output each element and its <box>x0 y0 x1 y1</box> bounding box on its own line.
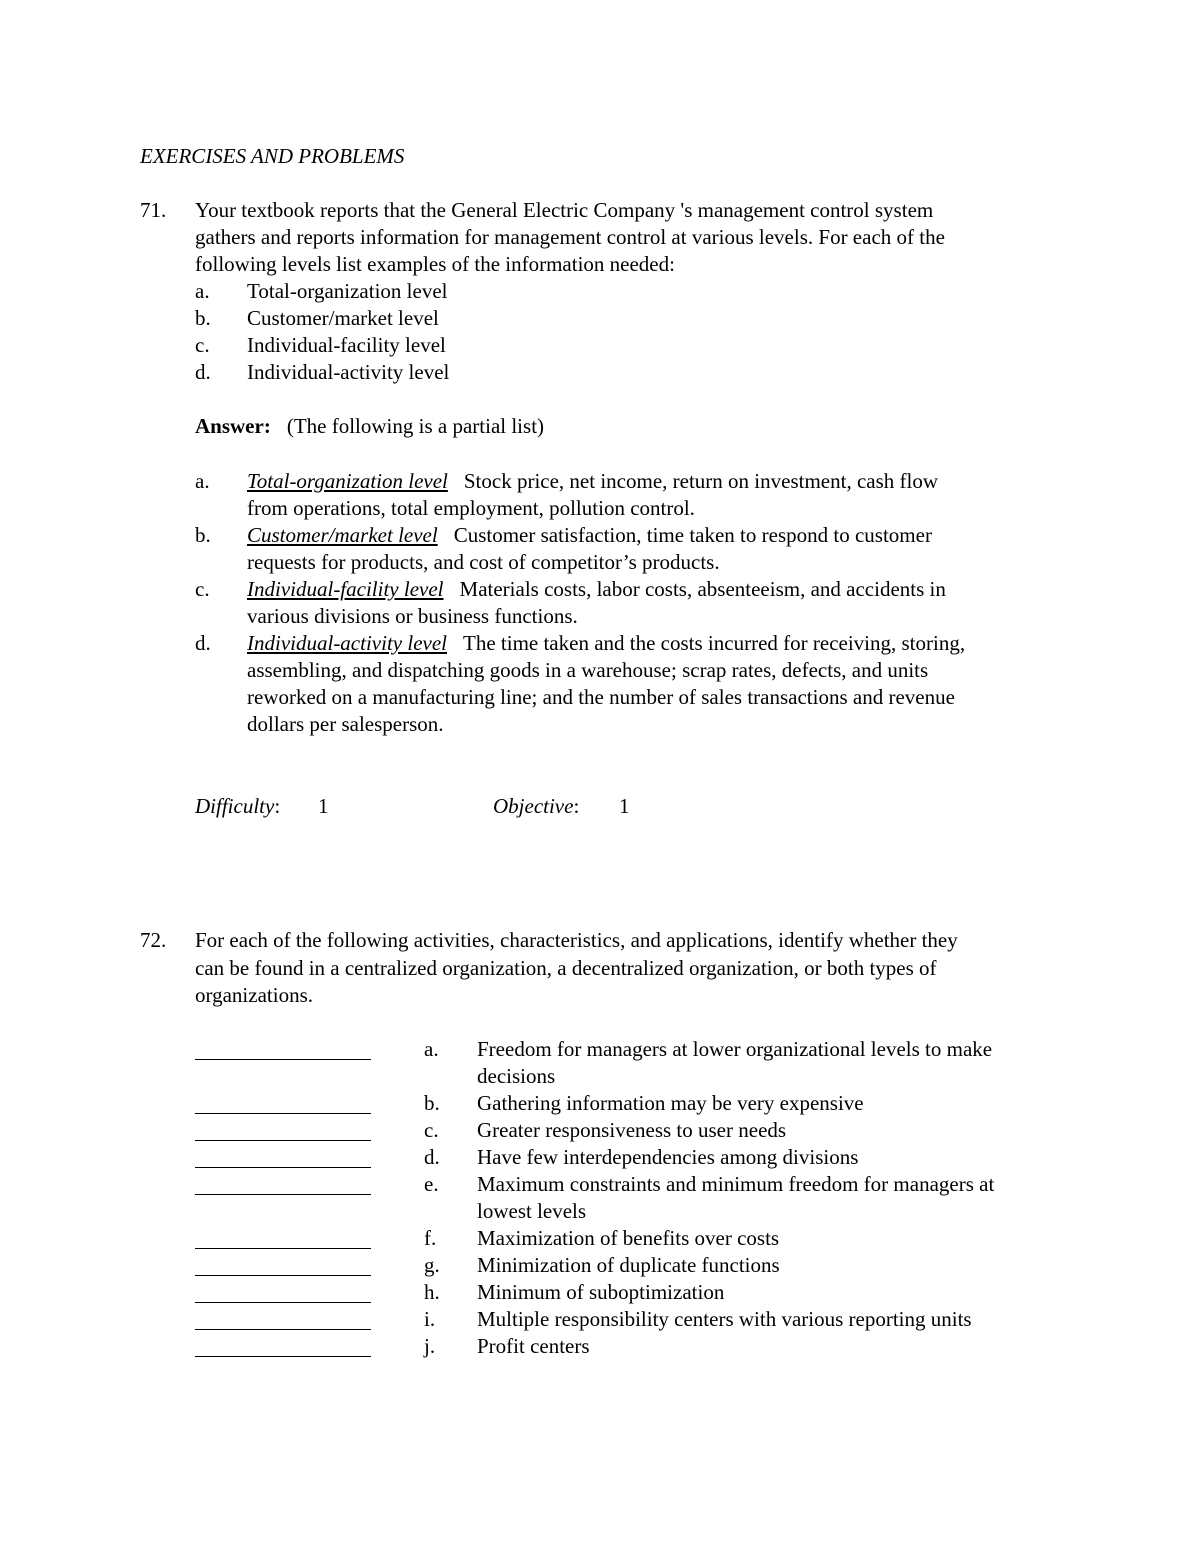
answer-item-text: from operations, total employment, pollution control. <box>247 496 695 520</box>
objective-label: Objective <box>493 794 574 818</box>
answer-line <box>195 413 544 440</box>
item-text: Individual-activity level <box>247 360 450 384</box>
answer-item-label: b. <box>195 523 211 547</box>
match-item-label: b. <box>424 1091 440 1115</box>
answer-item-line <box>247 630 965 657</box>
item-label: b. <box>195 306 211 330</box>
answer-blank[interactable] <box>195 1140 371 1141</box>
item-label: a. <box>195 279 210 303</box>
question-text-line: organizations. <box>195 983 314 1007</box>
answer-item-title: Total-organization level <box>247 469 448 493</box>
match-item-text: Maximum constraints and minimum freedom for managers at <box>477 1172 995 1196</box>
question-number: 72. <box>140 928 167 952</box>
question-text-line: can be found in a centralized organization, a decentralized organization, or both types of <box>195 956 937 980</box>
match-item-text: Maximization of benefits over costs <box>477 1226 780 1250</box>
answer-item-text: reworked on a manufacturing line; and the number of sales transactions and revenue <box>247 685 955 709</box>
answer-item-line <box>247 522 932 549</box>
item-text: Individual-facility level <box>247 333 446 357</box>
item-label: d. <box>195 360 211 384</box>
match-item-text: Multiple responsibility centers with various reporting units <box>477 1307 972 1331</box>
question-text-line: Your textbook reports that the General Electric Company 's management control system <box>195 198 934 222</box>
answer-item-text: The time taken and the costs incurred for receiving, storing, <box>463 631 966 655</box>
match-item-label: a. <box>424 1037 439 1061</box>
difficulty-line: Difficulty: <box>195 794 281 818</box>
answer-blank[interactable] <box>195 1059 371 1060</box>
item-label: c. <box>195 333 210 357</box>
match-item-label: g. <box>424 1253 440 1277</box>
answer-item-line <box>247 576 946 603</box>
answer-item-text: assembling, and dispatching goods in a warehouse; scrap rates, defects, and units <box>247 658 929 682</box>
item-text: Customer/market level <box>247 306 439 330</box>
section-heading: EXERCISES AND PROBLEMS <box>140 144 405 168</box>
answer-item-label: a. <box>195 469 210 493</box>
answer-blank[interactable] <box>195 1248 371 1249</box>
match-item-label: i. <box>424 1307 436 1331</box>
answer-item-label: c. <box>195 577 210 601</box>
objective-line: Objective: <box>493 794 580 818</box>
match-item-label: e. <box>424 1172 439 1196</box>
match-item-text: Freedom for managers at lower organizational levels to make <box>477 1037 993 1061</box>
match-item-label: j. <box>424 1334 436 1358</box>
difficulty-label: Difficulty <box>195 794 275 818</box>
answer-item-title: Individual-activity level <box>247 631 447 655</box>
answer-item-text: Materials costs, labor costs, absenteeism, and accidents in <box>459 577 946 601</box>
question-number: 71. <box>140 198 167 222</box>
match-item-text: Minimum of suboptimization <box>477 1280 725 1304</box>
match-item-label: c. <box>424 1118 439 1142</box>
answer-item-title: Customer/market level <box>247 523 438 547</box>
answer-item-label: d. <box>195 631 211 655</box>
answer-blank[interactable] <box>195 1275 371 1276</box>
question-text-line: gathers and reports information for management control at various levels. For each of the <box>195 225 945 249</box>
answer-item-text: dollars per salesperson. <box>247 712 444 736</box>
match-item-text: lowest levels <box>477 1199 587 1223</box>
answer-item-text: requests for products, and cost of competitor’s products. <box>247 550 720 574</box>
match-item-text: Profit centers <box>477 1334 590 1358</box>
match-item-text: Have few interdependencies among divisions <box>477 1145 859 1169</box>
match-item-text: Greater responsiveness to user needs <box>477 1118 787 1142</box>
match-item-label: h. <box>424 1280 440 1304</box>
answer-blank[interactable] <box>195 1113 371 1114</box>
question-text-line: For each of the following activities, characteristics, and applications, identify whether they <box>195 928 958 952</box>
match-item-text: Minimization of duplicate functions <box>477 1253 780 1277</box>
answer-blank[interactable] <box>195 1167 371 1168</box>
answer-blank[interactable] <box>195 1356 371 1357</box>
answer-blank[interactable] <box>195 1329 371 1330</box>
match-item-text: decisions <box>477 1064 556 1088</box>
answer-item-title: Individual-facility level <box>247 577 444 601</box>
item-text: Total-organization level <box>247 279 448 303</box>
question-text-line: following levels list examples of the information needed: <box>195 252 675 276</box>
match-item-text: Gathering information may be very expensive <box>477 1091 864 1115</box>
match-item-label: d. <box>424 1145 440 1169</box>
answer-intro: (The following is a partial list) <box>286 414 545 438</box>
answer-blank[interactable] <box>195 1302 371 1303</box>
match-item-label: f. <box>424 1226 437 1250</box>
answer-item-text: various divisions or business functions. <box>247 604 578 628</box>
answer-label: Answer: <box>195 414 271 438</box>
objective-value: 1 <box>619 794 630 818</box>
answer-item-text: Customer satisfaction, time taken to respond to customer <box>453 523 932 547</box>
answer-item-line <box>247 468 938 495</box>
answer-blank[interactable] <box>195 1194 371 1195</box>
difficulty-value: 1 <box>318 794 329 818</box>
answer-item-text: Stock price, net income, return on investment, cash flow <box>463 469 938 493</box>
